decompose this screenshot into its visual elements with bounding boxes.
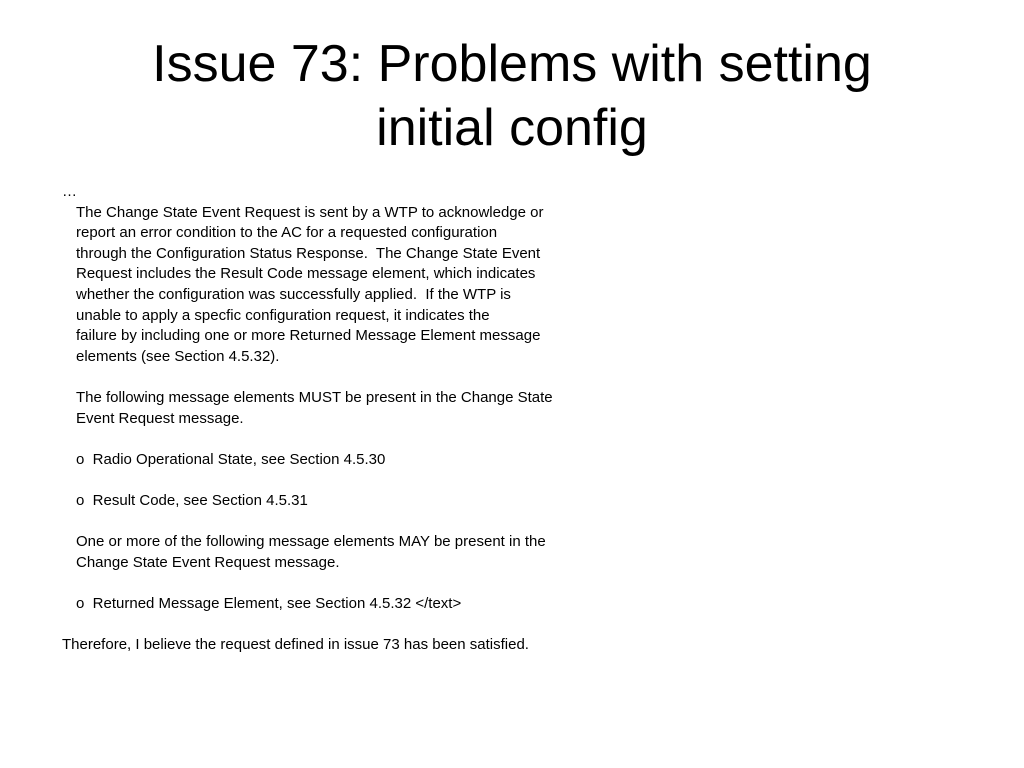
list-item-radio-operational-state: o Radio Operational State, see Section 4.5.30 <box>76 450 386 468</box>
paragraph-line: failure by including one or more Returned Message Element message <box>76 327 541 345</box>
paragraph-line: report an error condition to the AC for a requested configuration <box>76 224 498 242</box>
slide-title-line-2: initial config <box>376 99 648 157</box>
list-item-result-code: o Result Code, see Section 4.5.31 <box>76 491 308 509</box>
conclusion-text: Therefore, I believe the request defined in issue 73 has been satisfied. <box>62 636 529 654</box>
paragraph-line: through the Configuration Status Response. The Change State Event <box>76 244 541 262</box>
paragraph-may-elements <box>62 532 962 573</box>
paragraph-line: Event Request message. <box>76 409 244 427</box>
list-item-returned-message-element: o Returned Message Element, see Section 4.5.32 </text> <box>76 594 462 612</box>
paragraph-line: whether the configuration was successfully applied. If the WTP is <box>76 285 511 303</box>
paragraph-change-state-description <box>62 203 962 368</box>
paragraph-line: elements (see Section 4.5.32). <box>76 347 280 365</box>
blank-line <box>62 367 962 388</box>
blank-line <box>62 614 962 635</box>
blank-line <box>62 512 962 533</box>
blank-line <box>62 429 962 450</box>
paragraph-line: One or more of the following message elements MAY be present in the <box>76 533 546 551</box>
paragraph-line: Change State Event Request message. <box>76 553 340 571</box>
paragraph-line: Request includes the Result Code message element, which indicates <box>76 265 536 283</box>
slide-body <box>62 182 962 656</box>
paragraph-line: unable to apply a specfic configuration request, it indicates the <box>76 306 490 324</box>
slide-title <box>0 32 1024 160</box>
blank-line <box>62 573 962 594</box>
slide-title-line-1: Issue 73: Problems with setting <box>152 35 872 93</box>
blank-line <box>62 470 962 491</box>
paragraph-must-elements <box>62 388 962 429</box>
ellipsis-line: … <box>62 183 77 200</box>
paragraph-line: The Change State Event Request is sent by a WTP to acknowledge or <box>76 203 544 221</box>
paragraph-line: The following message elements MUST be present in the Change State <box>76 388 553 406</box>
